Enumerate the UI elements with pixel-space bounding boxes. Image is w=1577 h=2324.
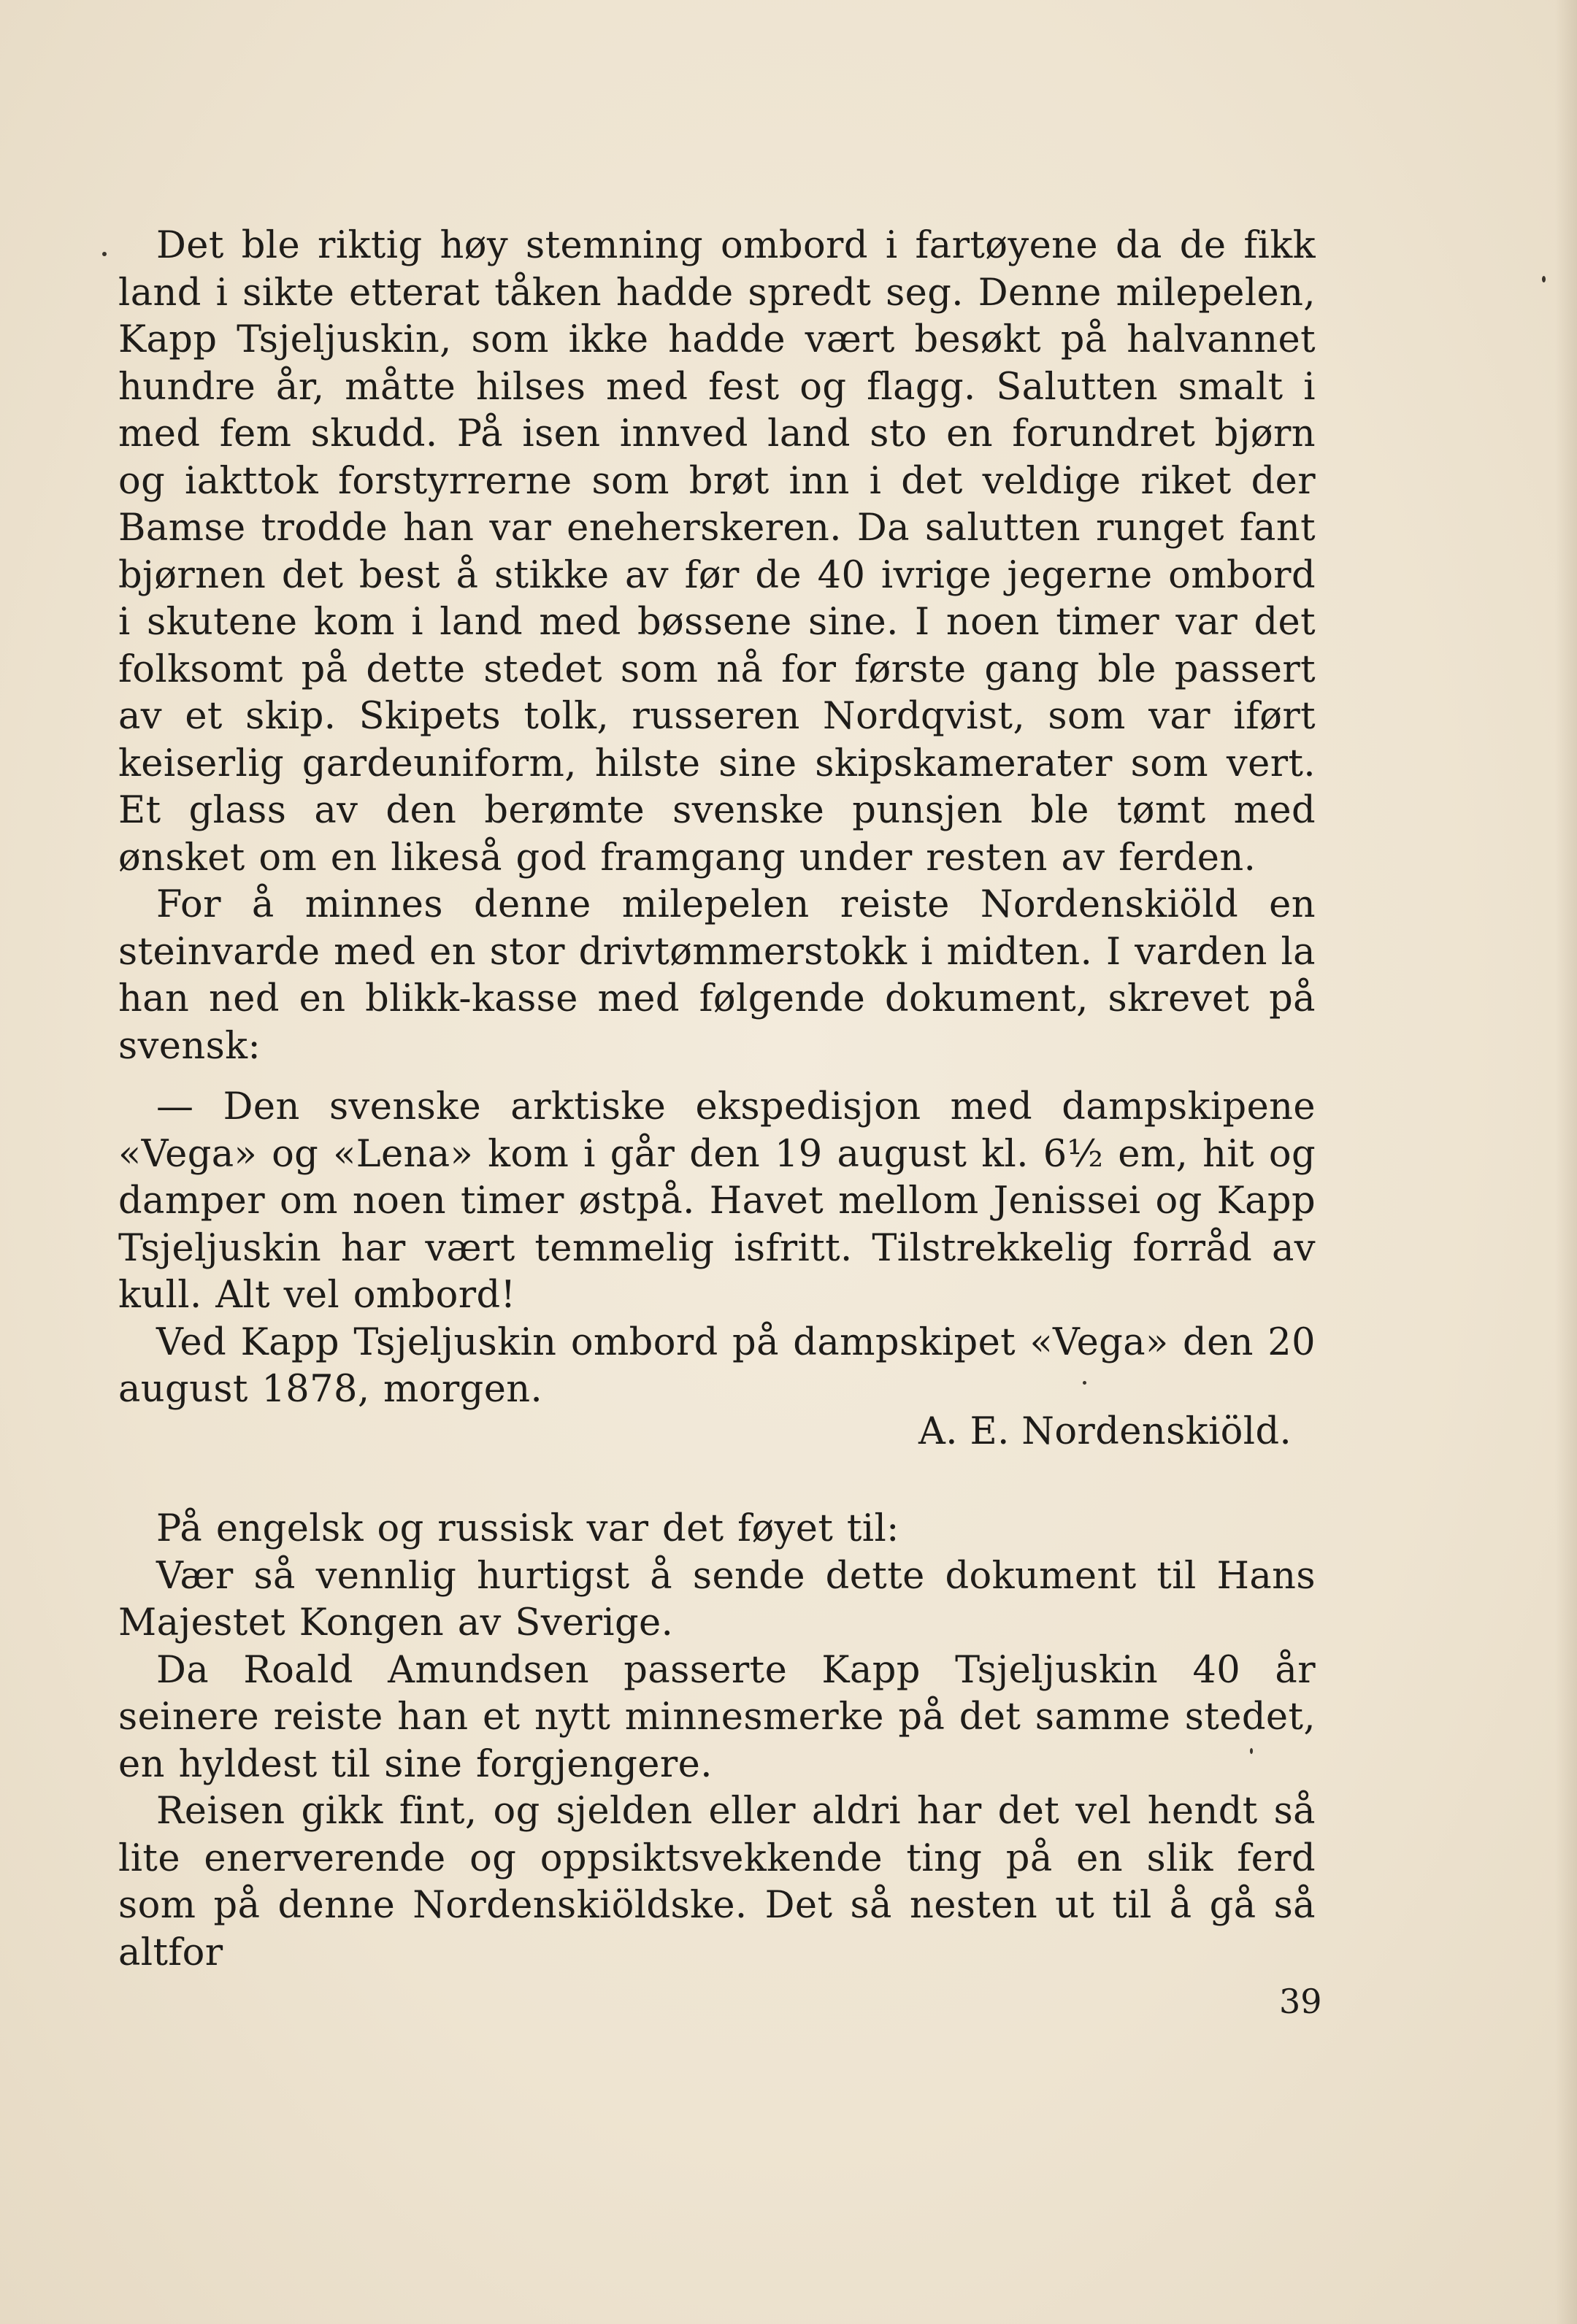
page-edge-shadow xyxy=(1555,0,1577,2324)
closing-text-block xyxy=(118,1506,1316,1977)
paragraph-journey: Reisen gikk fint, og sjelden eller aldri har det vel hendt så lite enerverende og oppsiktsvekkende ting på en slik ferd som på denne Nordenskiöldske. Det så nesten ut til å gå så altfor xyxy=(118,1790,1316,1974)
paragraph-arrival: Det ble riktig høy stemning ombord i fartøyene da de fikk land i sikte etterat tåken hadde spredt seg. Denne milepelen, Kapp Tsjeljuskin, som ikke hadde vært besøkt på halvannet hundre år, måtte hilses med fest og flagg. Salutten smalt i med fem skudd. På isen innved land sto en forundret bjørn og iakttok forstyrrerne som brøt inn i det veldige riket der Bamse trodde han var eneherskeren. Da salutten runget fant bjørnen det best å stikke av før de 40 ivrige jegerne ombord i skutene kom i land med bøssene sine. I noen timer var det folksomt på dette stedet som nå for første gang ble passert av et skip. Skipets tolk, russeren Nordqvist, som var iført keiserlig gardeuniform, hilste sine skipskamerater som vert. Et glass av den berømte svenske punsjen ble tømt med ønsket om en likeså god framgang under resten av ferden. xyxy=(118,224,1316,880)
paper-speck xyxy=(102,252,107,256)
document-dateline: Ved Kapp Tsjeljuskin ombord på dampskipet «Vega» den 20 august 1878, morgen. xyxy=(118,1320,1316,1411)
paragraph-languages: På engelsk og russisk var det føyet til: xyxy=(156,1507,899,1550)
paragraph-request: Vær så vennlig hurtigst å sende dette dokument til Hans Majestet Kongen av Sverige. xyxy=(118,1554,1316,1644)
paper-speck xyxy=(1542,276,1546,282)
paragraph-cairn: For å minnes denne milepelen reiste Nordenskiöld en steinvarde med en stor drivtømmerstokk i midten. I varden la han ned en blikk-kasse med følgende dokument, skrevet på svensk: xyxy=(118,883,1316,1068)
paper-speck xyxy=(1250,1748,1253,1754)
paper-speck xyxy=(1083,1381,1086,1385)
quoted-document-block xyxy=(118,1084,1316,1414)
page-number: 39 xyxy=(1279,1982,1322,2021)
intro-text-block xyxy=(118,223,1316,1070)
paragraph-amundsen: Da Roald Amundsen passerte Kapp Tsjeljuskin 40 år seinere reiste han et nytt minnesmerke på det samme stedet, en hyldest til sine forgjengere. xyxy=(118,1648,1316,1786)
document-message: — Den svenske arktiske ekspedisjon med dampskipene «Vega» og «Lena» kom i går den 19 august kl. 6½ em, hit og damper om noen timer østpå. Havet mellom Jenissei og Kapp Tsjeljuskin har vært temmelig isfritt. Tilstrekkelig forråd av kull. Alt vel ombord! xyxy=(118,1085,1316,1317)
document-signature: A. E. Nordenskiöld. xyxy=(918,1410,1292,1453)
